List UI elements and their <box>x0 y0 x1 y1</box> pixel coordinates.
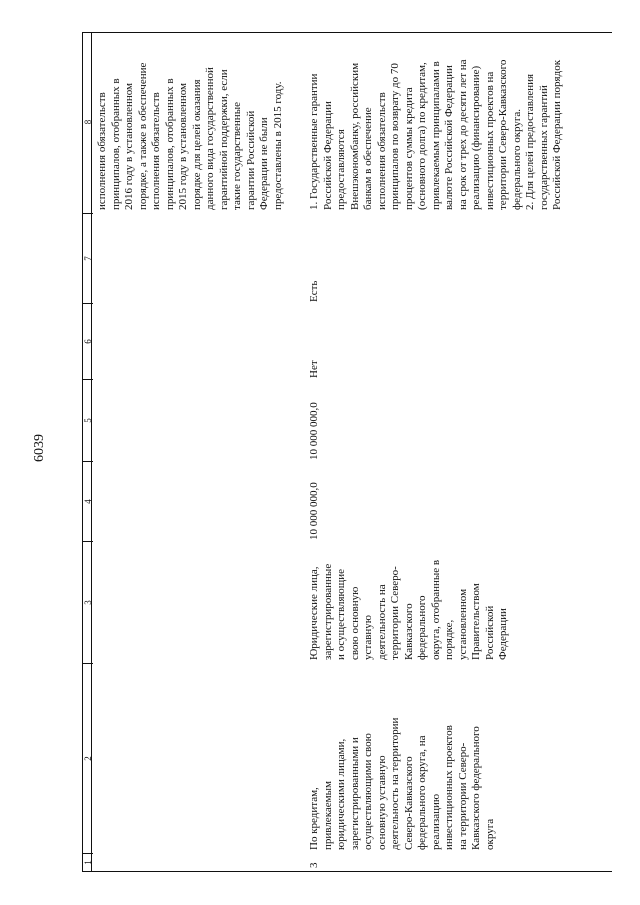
border-left <box>92 871 612 872</box>
row3-col2: По кредитам, привлекаемым юридическими лицами, зарегистрированными и осуществляющими свою основную уставную деятельность на территории Северо-Кавказского федерального округа, на реализацию инвестиционных проектов на территории Северо- Кавказского федерального округа <box>308 717 496 850</box>
row3-col6: Нет <box>308 360 320 378</box>
col-header-4: 4 <box>83 461 93 541</box>
row3-col7: Есть <box>308 280 320 302</box>
col-header-1: 1 <box>83 853 93 871</box>
rotated-table <box>82 32 612 872</box>
col-header-7: 7 <box>83 213 93 303</box>
page-number: 6039 <box>32 434 47 462</box>
row-number: 3 <box>308 862 320 868</box>
row3-col5: 10 000 000,0 <box>308 402 320 460</box>
border-right <box>92 32 612 33</box>
col-header-8: 8 <box>83 119 93 125</box>
row3-col8: 1. Государственные гарантии Российской Федерации предоставляются Внешэкономбанку, российским банкам в обеспечение исполнения обязательств принципалов по возврату до 70 процентов суммы кредита (основного долга) по кредитам, привлекаемым принципалами в валюте Российской Федерации на срок от трех до десяти лет на реализацию (финансирование) инвестиционных проектов на территории Северо-Кавказского федерального округа. 2. Для целей предоставления государственных гарантий Российской Федерации порядок <box>308 59 563 210</box>
row3-col3: Юридические лица, зарегистрированные и осуществляющие свою основную уставную деятельность на территории Северо- Кавказского федерального округа, отобранные в порядке, установленном Правительством Российской Федерации <box>308 559 509 660</box>
col-header-2: 2 <box>83 663 93 853</box>
col-header-5: 5 <box>83 379 93 461</box>
col-header-3: 3 <box>83 541 93 663</box>
col-header-6: 6 <box>83 303 93 379</box>
row3-col4: 10 000 000,0 <box>308 482 320 540</box>
column-header-row <box>82 32 92 872</box>
top-row-col8: исполнения обязательств принципалов, отобранных в 2016 году в установленном порядке, а также в обеспечение исполнения обязательств принципалов, отобранных в 2015 году в установленном порядке для целей оказания данного вида государственной гарантийной поддержки, если такие государственные гарантии Российской Федерации не были предоставлены в 2015 году. <box>96 62 284 210</box>
